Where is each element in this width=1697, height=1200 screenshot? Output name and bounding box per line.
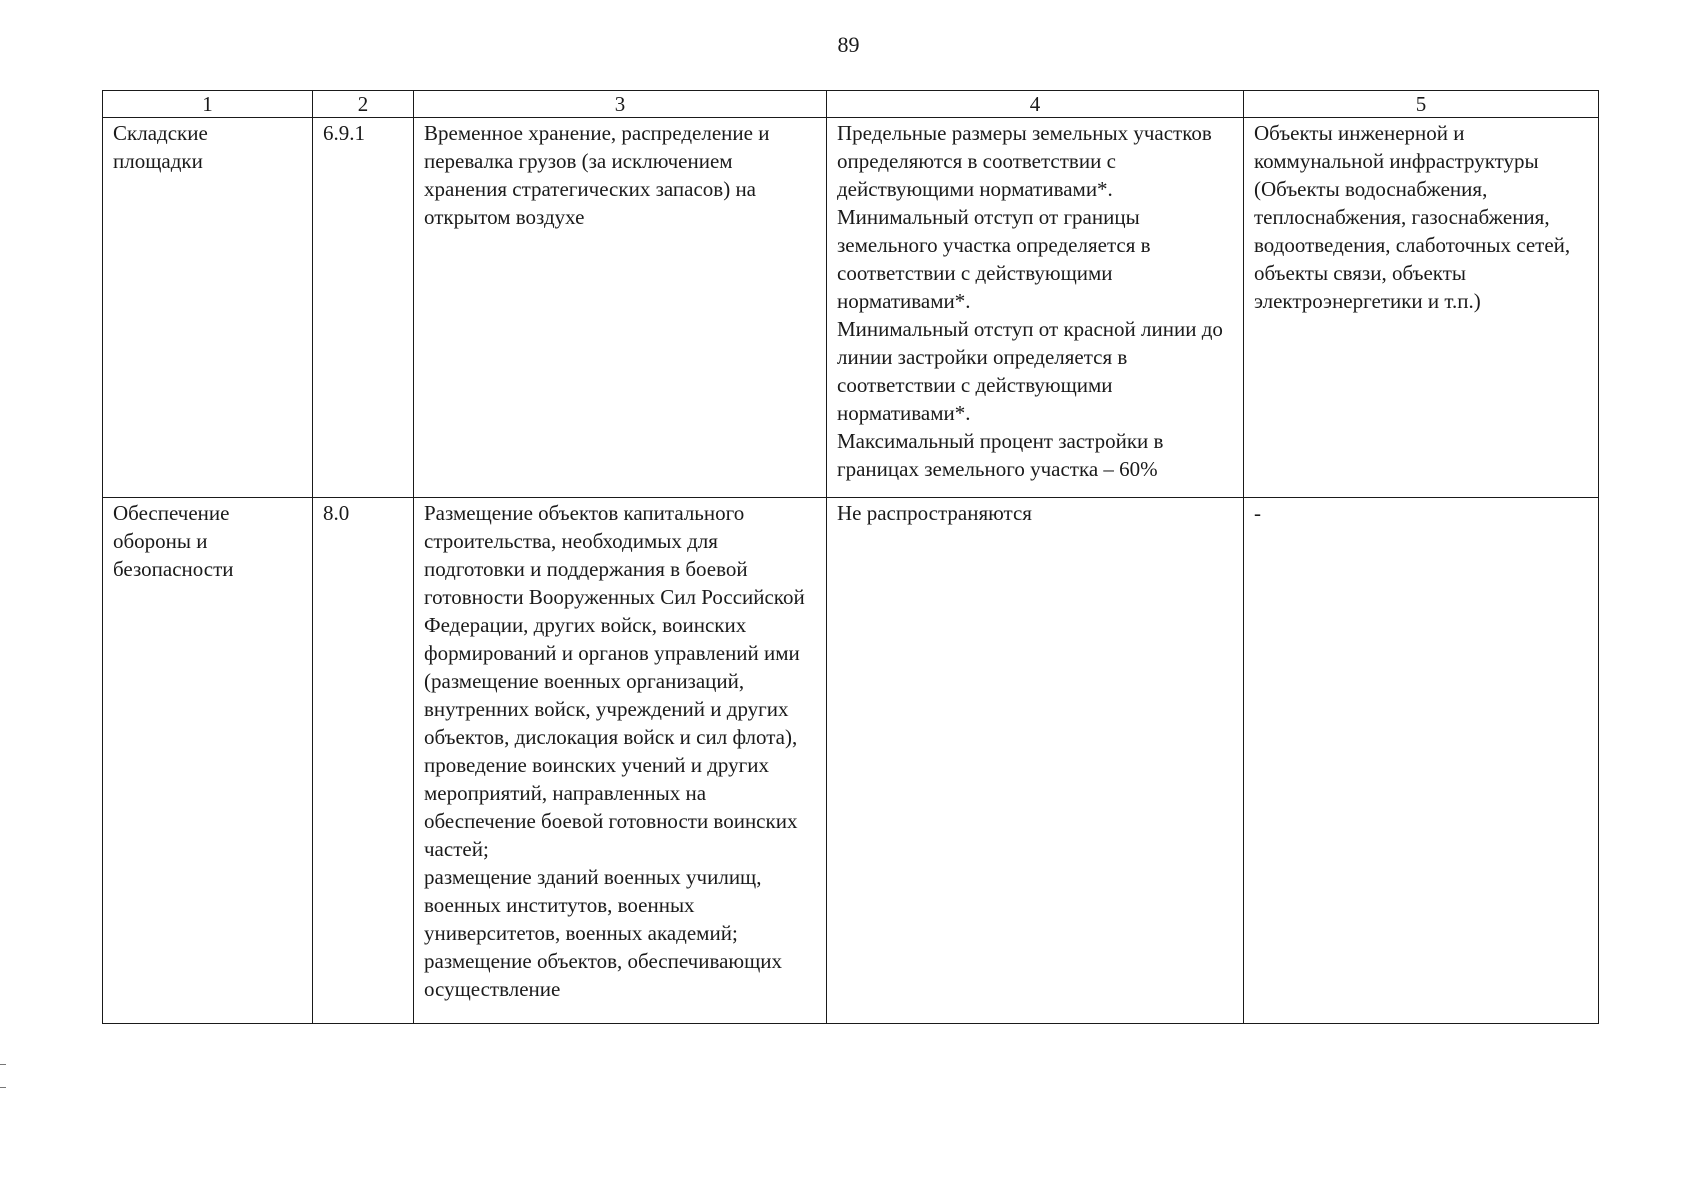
table-row — [103, 118, 1599, 498]
auxiliary-uses: - — [1244, 498, 1599, 1024]
parameter-paragraph: Предельные размеры земельных участков определяются в соответствии с действующими нормативами*. — [837, 121, 1212, 201]
column-header-2: 2 — [313, 91, 414, 118]
use-type-name: Обеспечение обороны и безопасности — [103, 498, 313, 1024]
scan-edge-mark — [0, 1064, 6, 1088]
description-paragraph: размещение объектов, обеспечивающих осуществление — [424, 949, 783, 1001]
building-parameters — [827, 118, 1244, 498]
description-paragraph: размещение зданий военных училищ, военных институтов, военных университетов, военных академий; — [424, 865, 762, 945]
use-type-code: 6.9.1 — [313, 118, 414, 498]
column-header-5: 5 — [1244, 91, 1599, 118]
table-header-row — [103, 91, 1599, 118]
page-number: 89 — [837, 32, 860, 57]
use-type-description: Временное хранение, распределение и перевалка грузов (за исключением хранения стратегических запасов) на открытом воздухе — [414, 118, 827, 498]
parameter-paragraph: Минимальный отступ от границы земельного участка определяется в соответствии с действующими нормативами*. — [837, 205, 1151, 313]
description-paragraph: Размещение объектов капитального строительства, необходимых для подготовки и поддержания в боевой готовности Вооруженных Сил Российской Федерации, других войск, воинских формирований и органов управлений ими (размещение военных организаций, внутренних войск, учреждений и других объектов, дислокация войск и сил флота), проведение воинских учений и других мероприятий, направленных на обеспечение боевой готовности воинских частей; — [424, 501, 805, 861]
auxiliary-uses: Объекты инженерной и коммунальной инфраструктуры (Объекты водоснабжения, теплоснабжения, газоснабжения, водоотведения, слаботочных сетей, объекты связи, объекты электроэнергетики и т.п.) — [1244, 118, 1599, 498]
use-type-description — [414, 498, 827, 1024]
use-type-name: Складские площадки — [103, 118, 313, 498]
parameter-paragraph: Максимальный процент застройки в границах земельного участка – 60% — [837, 429, 1164, 481]
column-header-1: 1 — [103, 91, 313, 118]
column-header-3: 3 — [414, 91, 827, 118]
use-type-code: 8.0 — [313, 498, 414, 1024]
table-row — [103, 498, 1599, 1024]
land-use-table — [102, 90, 1599, 1024]
parameter-paragraph: Минимальный отступ от красной линии до линии застройки определяется в соответствии с действующими нормативами*. — [837, 317, 1223, 425]
column-header-4: 4 — [827, 91, 1244, 118]
building-parameters: Не распространяются — [827, 498, 1244, 1024]
